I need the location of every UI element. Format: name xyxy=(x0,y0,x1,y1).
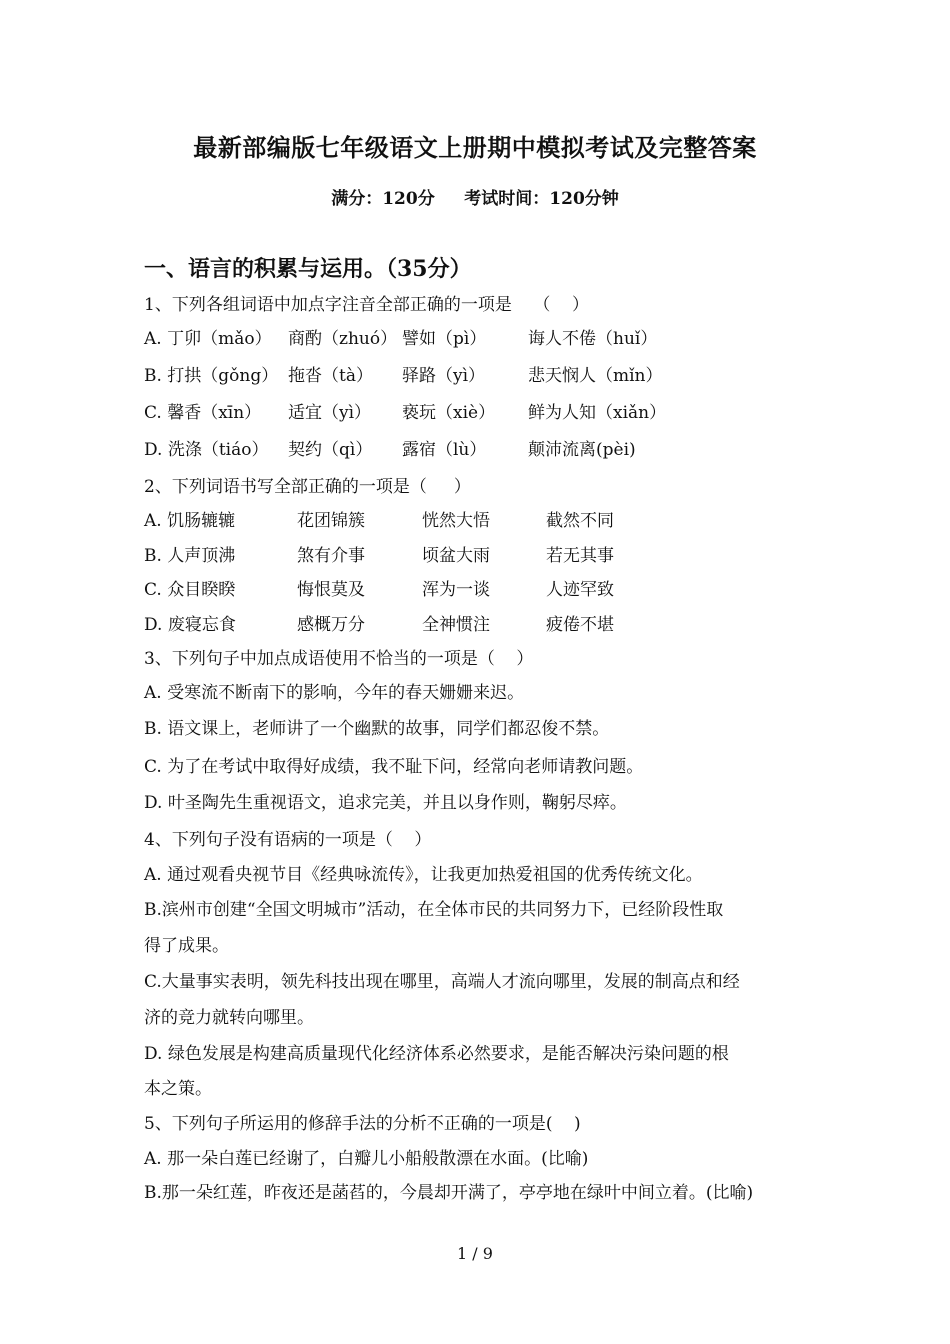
option-item: 拖沓（tà） xyxy=(288,366,373,386)
option-item: 顷盆大雨 xyxy=(422,546,490,566)
question-2-stem: 2、下列词语书写全部正确的一项是（ ） xyxy=(144,477,471,497)
option-item: 花团锦簇 xyxy=(297,511,365,531)
question-4-stem: 4、下列句子没有语病的一项是（ ） xyxy=(144,830,432,850)
question-5-option-a: A. 那一朵白莲已经谢了，白瓣儿小船般散漂在水面。(比喻) xyxy=(144,1149,589,1169)
option-item: C. 馨香（xīn） xyxy=(144,403,262,423)
option-item: 鲜为人知（xiǎn） xyxy=(528,403,667,423)
option-item: 商酌（zhuó） xyxy=(288,329,398,349)
option-item: 驿路（yì） xyxy=(402,366,486,386)
option-item: 颠沛流离(pèi) xyxy=(528,440,636,460)
option-item: 截然不同 xyxy=(546,511,614,531)
question-1-option-d xyxy=(144,439,824,461)
option-item: 疲倦不堪 xyxy=(546,615,614,635)
question-5-option-b: B.那一朵红莲，昨夜还是菡萏的，今晨却开满了，亭亭地在绿叶中间立着。(比喻) xyxy=(144,1183,754,1203)
question-1-stem: 1、下列各组词语中加点字注音全部正确的一项是 （ ） xyxy=(144,295,590,315)
question-1-option-c xyxy=(144,402,824,424)
option-item: 恍然大悟 xyxy=(422,511,490,531)
question-3-option-d: D. 叶圣陶先生重视语文，追求完美，并且以身作则，鞠躬尽瘁。 xyxy=(144,793,627,813)
option-item: C. 众目睽睽 xyxy=(144,580,236,600)
option-item: 悔恨莫及 xyxy=(297,580,365,600)
question-4-option-c-line1: C.大量事实表明，领先科技出现在哪里，高端人才流向哪里，发展的制高点和经 xyxy=(144,972,740,992)
option-item: D. 洗涤（tiáo） xyxy=(144,440,269,460)
option-item: 亵玩（xiè） xyxy=(402,403,496,423)
page-number: 1 / 9 xyxy=(457,1244,493,1263)
section-heading: 一、语言的积累与运用。（35分） xyxy=(144,256,472,282)
question-3-stem: 3、下列句子中加点成语使用不恰当的一项是（ ） xyxy=(144,649,534,669)
option-item: 浑为一谈 xyxy=(422,580,490,600)
option-item: D. 废寝忘食 xyxy=(144,615,236,635)
option-item: 若无其事 xyxy=(546,546,614,566)
question-2-option-d xyxy=(144,614,824,636)
option-item: 人迹罕致 xyxy=(546,580,614,600)
question-3-option-c: C. 为了在考试中取得好成绩，我不耻下问，经常向老师请教问题。 xyxy=(144,757,644,777)
option-item: 适宜（yì） xyxy=(288,403,372,423)
question-5-stem: 5、下列句子所运用的修辞手法的分析不正确的一项是( ) xyxy=(144,1114,581,1134)
question-4-option-b-line1: B.滨州市创建“全国文明城市”活动，在全体市民的共同努力下，已经阶段性取 xyxy=(144,900,724,920)
option-item: 感概万分 xyxy=(297,615,365,635)
question-2-option-a xyxy=(144,510,824,532)
option-item: 悲天悯人（mǐn） xyxy=(528,366,663,386)
option-item: 煞有介事 xyxy=(297,546,365,566)
option-item: 契约（qì） xyxy=(288,440,373,460)
option-item: B. 打拱（gǒng） xyxy=(144,366,279,386)
exam-info: 满分：120分 考试时间：120分钟 xyxy=(331,189,619,209)
question-4-option-d-line1: D. 绿色发展是构建高质量现代化经济体系必然要求，是能否解决污染问题的根 xyxy=(144,1044,729,1064)
question-4-option-c-line2: 济的竞力就转向哪里。 xyxy=(144,1008,314,1028)
question-4-option-d-line2: 本之策。 xyxy=(144,1079,212,1099)
question-1-option-b xyxy=(144,365,824,387)
page-title: 最新部编版七年级语文上册期中模拟考试及完整答案 xyxy=(193,133,757,162)
question-4-option-b-line2: 得了成果。 xyxy=(144,936,229,956)
question-3-option-b: B. 语文课上，老师讲了一个幽默的故事，同学们都忍俊不禁。 xyxy=(144,719,610,739)
question-2-option-b xyxy=(144,545,824,567)
question-4-option-a: A. 通过观看央视节目《经典咏流传》，让我更加热爱祖国的优秀传统文化。 xyxy=(144,865,703,885)
option-item: A. 饥肠辘辘 xyxy=(144,511,236,531)
question-1-option-a xyxy=(144,328,824,350)
option-item: B. 人声顶沸 xyxy=(144,546,236,566)
option-item: A. 丁卯（mǎo） xyxy=(144,329,272,349)
option-item: 譬如（pì） xyxy=(402,329,487,349)
option-item: 全神惯注 xyxy=(422,615,490,635)
question-3-option-a: A. 受寒流不断南下的影响，今年的春天姗姗来迟。 xyxy=(144,683,525,703)
question-2-option-c xyxy=(144,579,824,601)
option-item: 露宿（lù） xyxy=(402,440,487,460)
option-item: 诲人不倦（huǐ） xyxy=(528,329,658,349)
